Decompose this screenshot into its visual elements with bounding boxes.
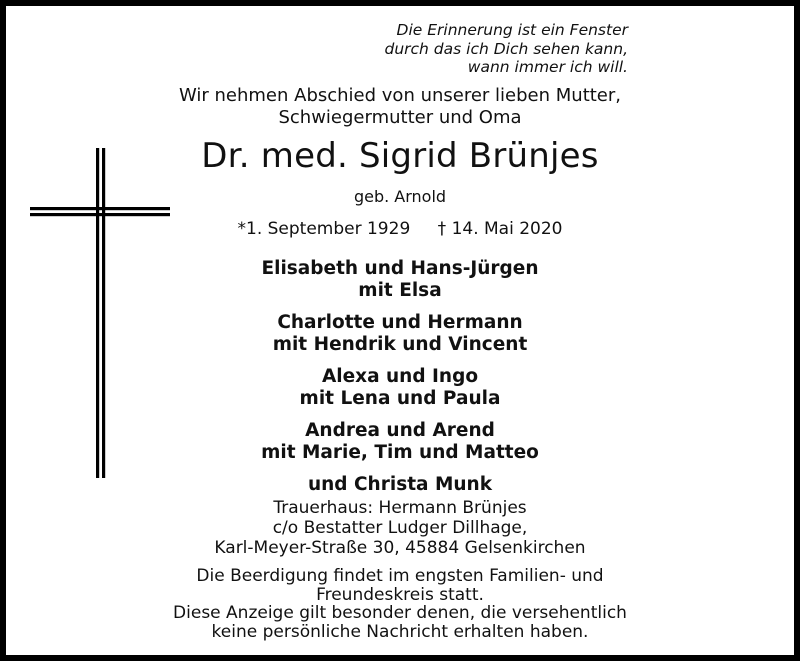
intro-line: Schwiegermutter und Oma — [278, 107, 522, 128]
address-line: Trauerhaus: Hermann Brünjes — [273, 498, 527, 518]
memorial-quote — [384, 21, 628, 77]
closing-line: keine persönliche Nachricht erhalten haben. — [211, 621, 589, 642]
closing-line: Die Beerdigung findet im engsten Familien- und — [196, 566, 604, 586]
mourner-group — [0, 474, 800, 496]
birth-date: *1. September 1929 — [237, 219, 411, 239]
maiden-name: geb. Arnold — [353, 187, 447, 206]
mourner-group — [0, 366, 800, 410]
death-date: † 14. Mai 2020 — [437, 219, 563, 239]
mourner-line: Andrea und Arend — [305, 420, 495, 441]
mourner-line: mit Hendrik und Vincent — [272, 334, 528, 355]
mourner-line: mit Marie, Tim und Matteo — [261, 442, 539, 463]
mourner-line: Alexa und Ingo — [321, 366, 479, 387]
mourner-line: mit Lena und Paula — [299, 388, 501, 409]
address-line: c/o Bestatter Ludger Dillhage, — [272, 518, 528, 538]
mourner-line: und Christa Munk — [307, 474, 493, 495]
closing-line: Freundeskreis statt. — [316, 584, 484, 605]
mourners-list — [0, 258, 800, 506]
mourner-line: Charlotte und Hermann — [277, 312, 523, 333]
mourner-line: mit Elsa — [358, 280, 442, 301]
quote-line: durch das ich Dich sehen kann, — [384, 39, 628, 58]
quote-line: Die Erinnerung ist ein Fenster — [396, 21, 628, 39]
mourner-group — [0, 420, 800, 464]
mourner-group — [0, 312, 800, 356]
farewell-intro — [0, 85, 800, 129]
closing-line: Diese Anzeige gilt besonder denen, die versehentlich — [173, 603, 627, 623]
mourner-group — [0, 258, 800, 302]
mourning-house-address — [0, 498, 800, 558]
quote-line: wann immer ich will. — [467, 58, 628, 76]
closing-note — [0, 567, 800, 641]
intro-line: Wir nehmen Abschied von unserer lieben Mutter, — [178, 85, 622, 106]
mourner-line: Elisabeth und Hans-Jürgen — [261, 258, 539, 279]
deceased-name: Dr. med. Sigrid Brünjes — [201, 136, 599, 176]
address-line: Karl-Meyer-Straße 30, 45884 Gelsenkirchen — [214, 538, 586, 558]
